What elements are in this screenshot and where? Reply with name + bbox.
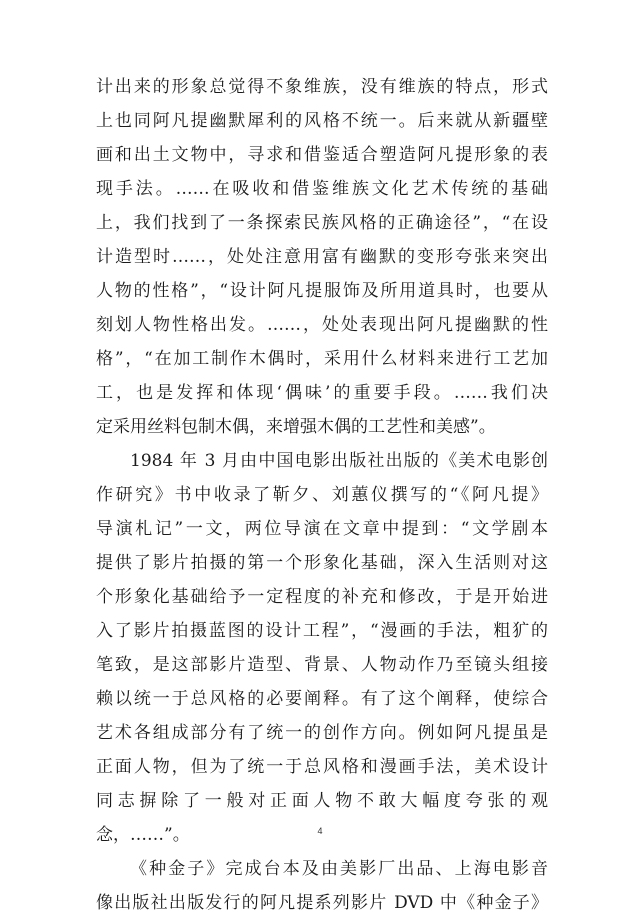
text-line: 画和出土文物中，寻求和借鉴适合塑造阿凡提形象的表 bbox=[96, 145, 548, 165]
text-line: 提供了影片拍摄的第一个形象化基础，深入生活则对这 bbox=[96, 553, 548, 573]
text-line: 作研究》书中收录了靳夕、刘蕙仪撰写的“《阿凡提》 bbox=[96, 485, 548, 505]
text-line: 导演札记”一文，两位导演在文章中提到：“文学剧本 bbox=[96, 519, 548, 539]
text-line: 上也同阿凡提幽默犀利的风格不统一。后来就从新疆壁 bbox=[96, 111, 548, 131]
text-line: 计出来的形象总觉得不象维族，没有维族的特点，形式 bbox=[96, 77, 548, 97]
paragraph-start-line: 1984 年 3 月由中国电影出版社出版的《美术电影创 bbox=[130, 451, 548, 471]
text-line: 人物的性格”，“设计阿凡提服饰及所用道具时，也要从 bbox=[96, 281, 548, 301]
text-line: 艺术各组成部分有了统一的创作方向。例如阿凡提虽是 bbox=[96, 723, 548, 743]
text-line: 个形象化基础给予一定程度的补充和修改，于是开始进 bbox=[96, 587, 548, 607]
text-line: 正面人物，但为了统一于总风格和漫画手法，美术设计 bbox=[96, 757, 548, 777]
text-line: 同志摒除了一般对正面人物不敢大幅度夸张的观 bbox=[96, 791, 548, 811]
text-line: 入了影片拍摄蓝图的设计工程”，“漫画的手法，粗犷的 bbox=[96, 621, 548, 641]
text-line: 念，……”。 bbox=[96, 825, 190, 845]
text-line: 笔致，是这部影片造型、背景、人物动作乃至镜头组接 bbox=[96, 655, 548, 675]
text-line: 计造型时……，处处注意用富有幽默的变形夸张来突出 bbox=[96, 247, 548, 267]
text-line: 赖以统一于总风格的必要阐释。有了这个阐释，使综合 bbox=[96, 689, 548, 709]
text-line: 格”，“在加工制作木偶时，采用什么材料来进行工艺加 bbox=[96, 349, 548, 369]
paragraph-start-line: 《种金子》完成台本及由美影厂出品、上海电影音 bbox=[130, 859, 548, 879]
text-line: 像出版社出版发行的阿凡提系列影片 DVD 中《种金子》 bbox=[96, 893, 548, 913]
body-text bbox=[96, 70, 548, 920]
text-line: 现手法。……在吸收和借鉴维族文化艺术传统的基础 bbox=[96, 179, 548, 199]
text-line: 刻划人物性格出发。……，处处表现出阿凡提幽默的性 bbox=[96, 315, 548, 335]
text-line: 定采用丝料包制木偶，来增强木偶的工艺性和美感”。 bbox=[96, 417, 496, 437]
page-number: 4 bbox=[317, 826, 323, 836]
text-line: 工，也是发挥和体现‘偶味’的重要手段。……我们决 bbox=[96, 383, 548, 403]
text-line: 上，我们找到了一条探索民族风格的正确途径”，“在设 bbox=[96, 213, 548, 233]
